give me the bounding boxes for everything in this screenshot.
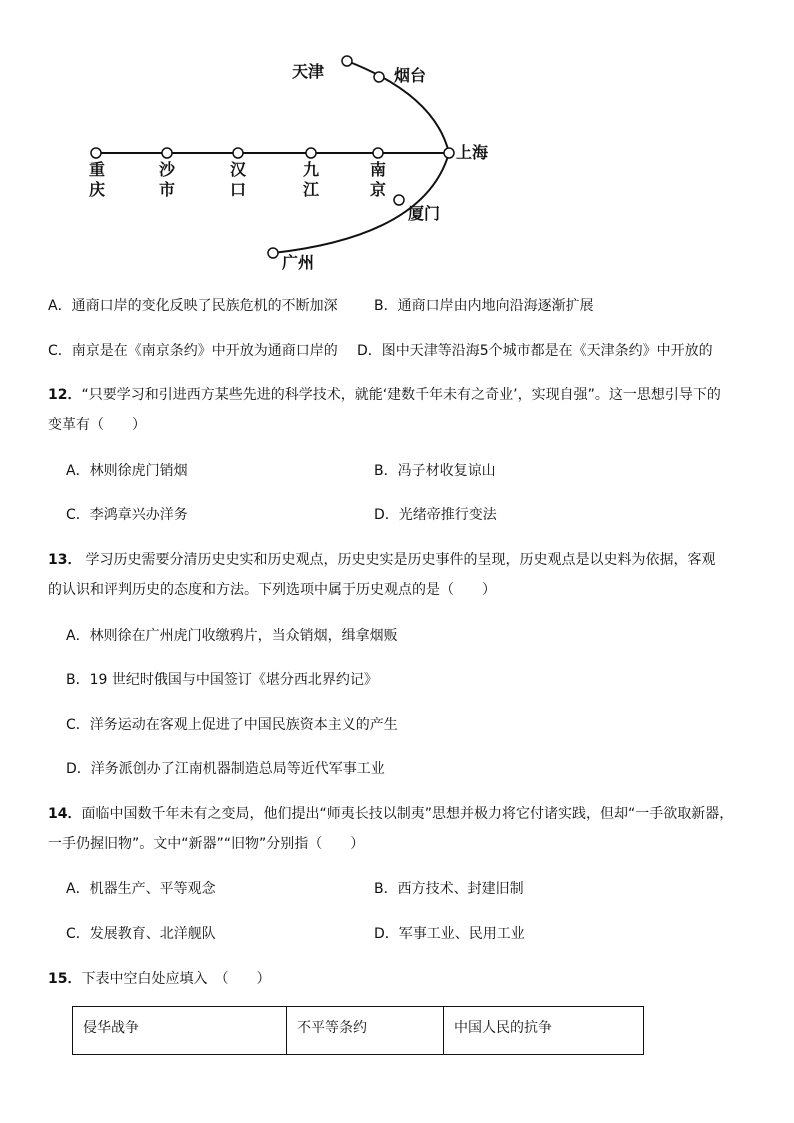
q14-option-c: C．发展教育、北洋舰队 xyxy=(66,926,216,942)
label-jiujiang-char1: 九 xyxy=(303,160,320,179)
label-nanjing-char2: 京 xyxy=(370,180,387,199)
label-shashi-char2: 市 xyxy=(159,180,176,199)
table-header-cell: 中国人民的抗争 xyxy=(444,1007,644,1055)
q13-stem-line2: 的认识和评判历史的态度和方法。下列选项中属于历史观点的是（ ） xyxy=(48,582,496,598)
node-shashi xyxy=(162,148,172,158)
label-chongqing-char2: 庆 xyxy=(89,180,106,199)
q14-stem-line2: 一手仍握旧物”。文中“新器”“旧物”分别指（ ） xyxy=(48,836,365,852)
node-nanjing xyxy=(373,148,383,158)
table-row xyxy=(73,1007,644,1055)
q15-number: 15． xyxy=(48,971,82,987)
label-shashi-char1: 沙 xyxy=(159,160,176,179)
south-coast-line xyxy=(273,153,449,253)
label-chongqing-char1: 重 xyxy=(89,160,106,179)
table-header-cell: 侵华战争 xyxy=(73,1007,287,1055)
q11-option-b: B．通商口岸由内地向沿海逐渐扩展 xyxy=(374,298,594,314)
node-chongqing xyxy=(91,148,101,158)
label-jiujiang-char2: 江 xyxy=(303,180,320,199)
q12-stem-line2: 变革有（ ） xyxy=(48,417,146,433)
label-yantai: 烟台 xyxy=(394,66,427,85)
label-chongqing xyxy=(89,160,107,200)
q12-option-d: D．光绪帝推行变法 xyxy=(374,507,497,523)
q12-option-b: B．冯子材收复谅山 xyxy=(374,463,496,479)
q12-option-c: C．李鸿章兴办洋务 xyxy=(66,507,188,523)
node-xiamen xyxy=(394,195,404,205)
q14-stem-text1: 面临中国数千年未有之变局，他们提出“师夷长技以制夷”思想并极力将它付诸实践，但却“一手欲取新器， xyxy=(81,806,734,822)
q13-option-c: C．洋务运动在客观上促进了中国民族资本主义的产生 xyxy=(66,717,398,733)
node-guangzhou xyxy=(268,248,278,258)
label-hankou xyxy=(230,160,248,200)
q15-stem-text: 下表中空白处应填入 （ ） xyxy=(81,971,271,987)
label-nanjing-char1: 南 xyxy=(370,160,387,179)
label-nanjing xyxy=(370,160,388,200)
node-hankou xyxy=(233,148,243,158)
label-shanghai: 上海 xyxy=(456,143,489,162)
q13-number: 13． xyxy=(48,552,82,568)
q11-option-a: A．通商口岸的变化反映了民族危机的不断加深 xyxy=(48,298,338,314)
q13-option-d: D．洋务派创办了江南机器制造总局等近代军事工业 xyxy=(66,761,385,777)
label-guangzhou: 广州 xyxy=(282,253,315,272)
node-yantai xyxy=(374,72,384,82)
q15-table xyxy=(72,1006,644,1055)
q13-stem-text1: 学习历史需要分清历史史实和历史观点，历史史实是历史事件的呈现，历史观点是以史料为依据，客观 xyxy=(85,552,716,568)
node-jiujiang xyxy=(306,148,316,158)
node-shanghai xyxy=(444,148,454,158)
label-tianjin: 天津 xyxy=(292,62,325,81)
map-lines xyxy=(0,0,794,285)
q11-option-c: C．南京是在《南京条约》中开放为通商口岸的 xyxy=(48,343,338,359)
table-header-cell: 不平等条约 xyxy=(287,1007,444,1055)
label-hankou-char2: 口 xyxy=(230,180,247,199)
q12-number: 12． xyxy=(48,387,82,403)
node-tianjin xyxy=(342,56,352,66)
q15-stem-line xyxy=(48,970,270,988)
label-xiamen: 厦门 xyxy=(408,204,441,223)
q14-option-b: B．西方技术、封建旧制 xyxy=(374,881,524,897)
q11-option-d: D．图中天津等沿海5个城市都是在《天津条约》中开放的 xyxy=(357,343,713,359)
q14-option-a: A．机器生产、平等观念 xyxy=(66,881,216,897)
label-hankou-char1: 汉 xyxy=(230,160,247,179)
q14-option-d: D．军事工业、民用工业 xyxy=(374,926,525,942)
q14-stem-line1 xyxy=(48,805,733,823)
q13-option-b: B．19 世纪时俄国与中国签订《堪分西北界约记》 xyxy=(66,672,378,688)
q12-stem-text1: “只要学习和引进西方某些先进的科学技术，就能‘建数千年未有之奇业’，实现自强”。这一思想引导下的 xyxy=(81,387,721,403)
q12-option-a: A．林则徐虎门销烟 xyxy=(66,463,188,479)
q13-stem-line1 xyxy=(48,551,715,569)
label-shashi xyxy=(159,160,177,200)
q12-stem-line1 xyxy=(48,386,721,404)
treaty-ports-map xyxy=(0,0,794,285)
label-jiujiang xyxy=(303,160,321,200)
q14-number: 14． xyxy=(48,806,82,822)
q13-option-a: A．林则徐在广州虎门收缴鸦片，当众销烟，缉拿烟贩 xyxy=(66,628,398,644)
